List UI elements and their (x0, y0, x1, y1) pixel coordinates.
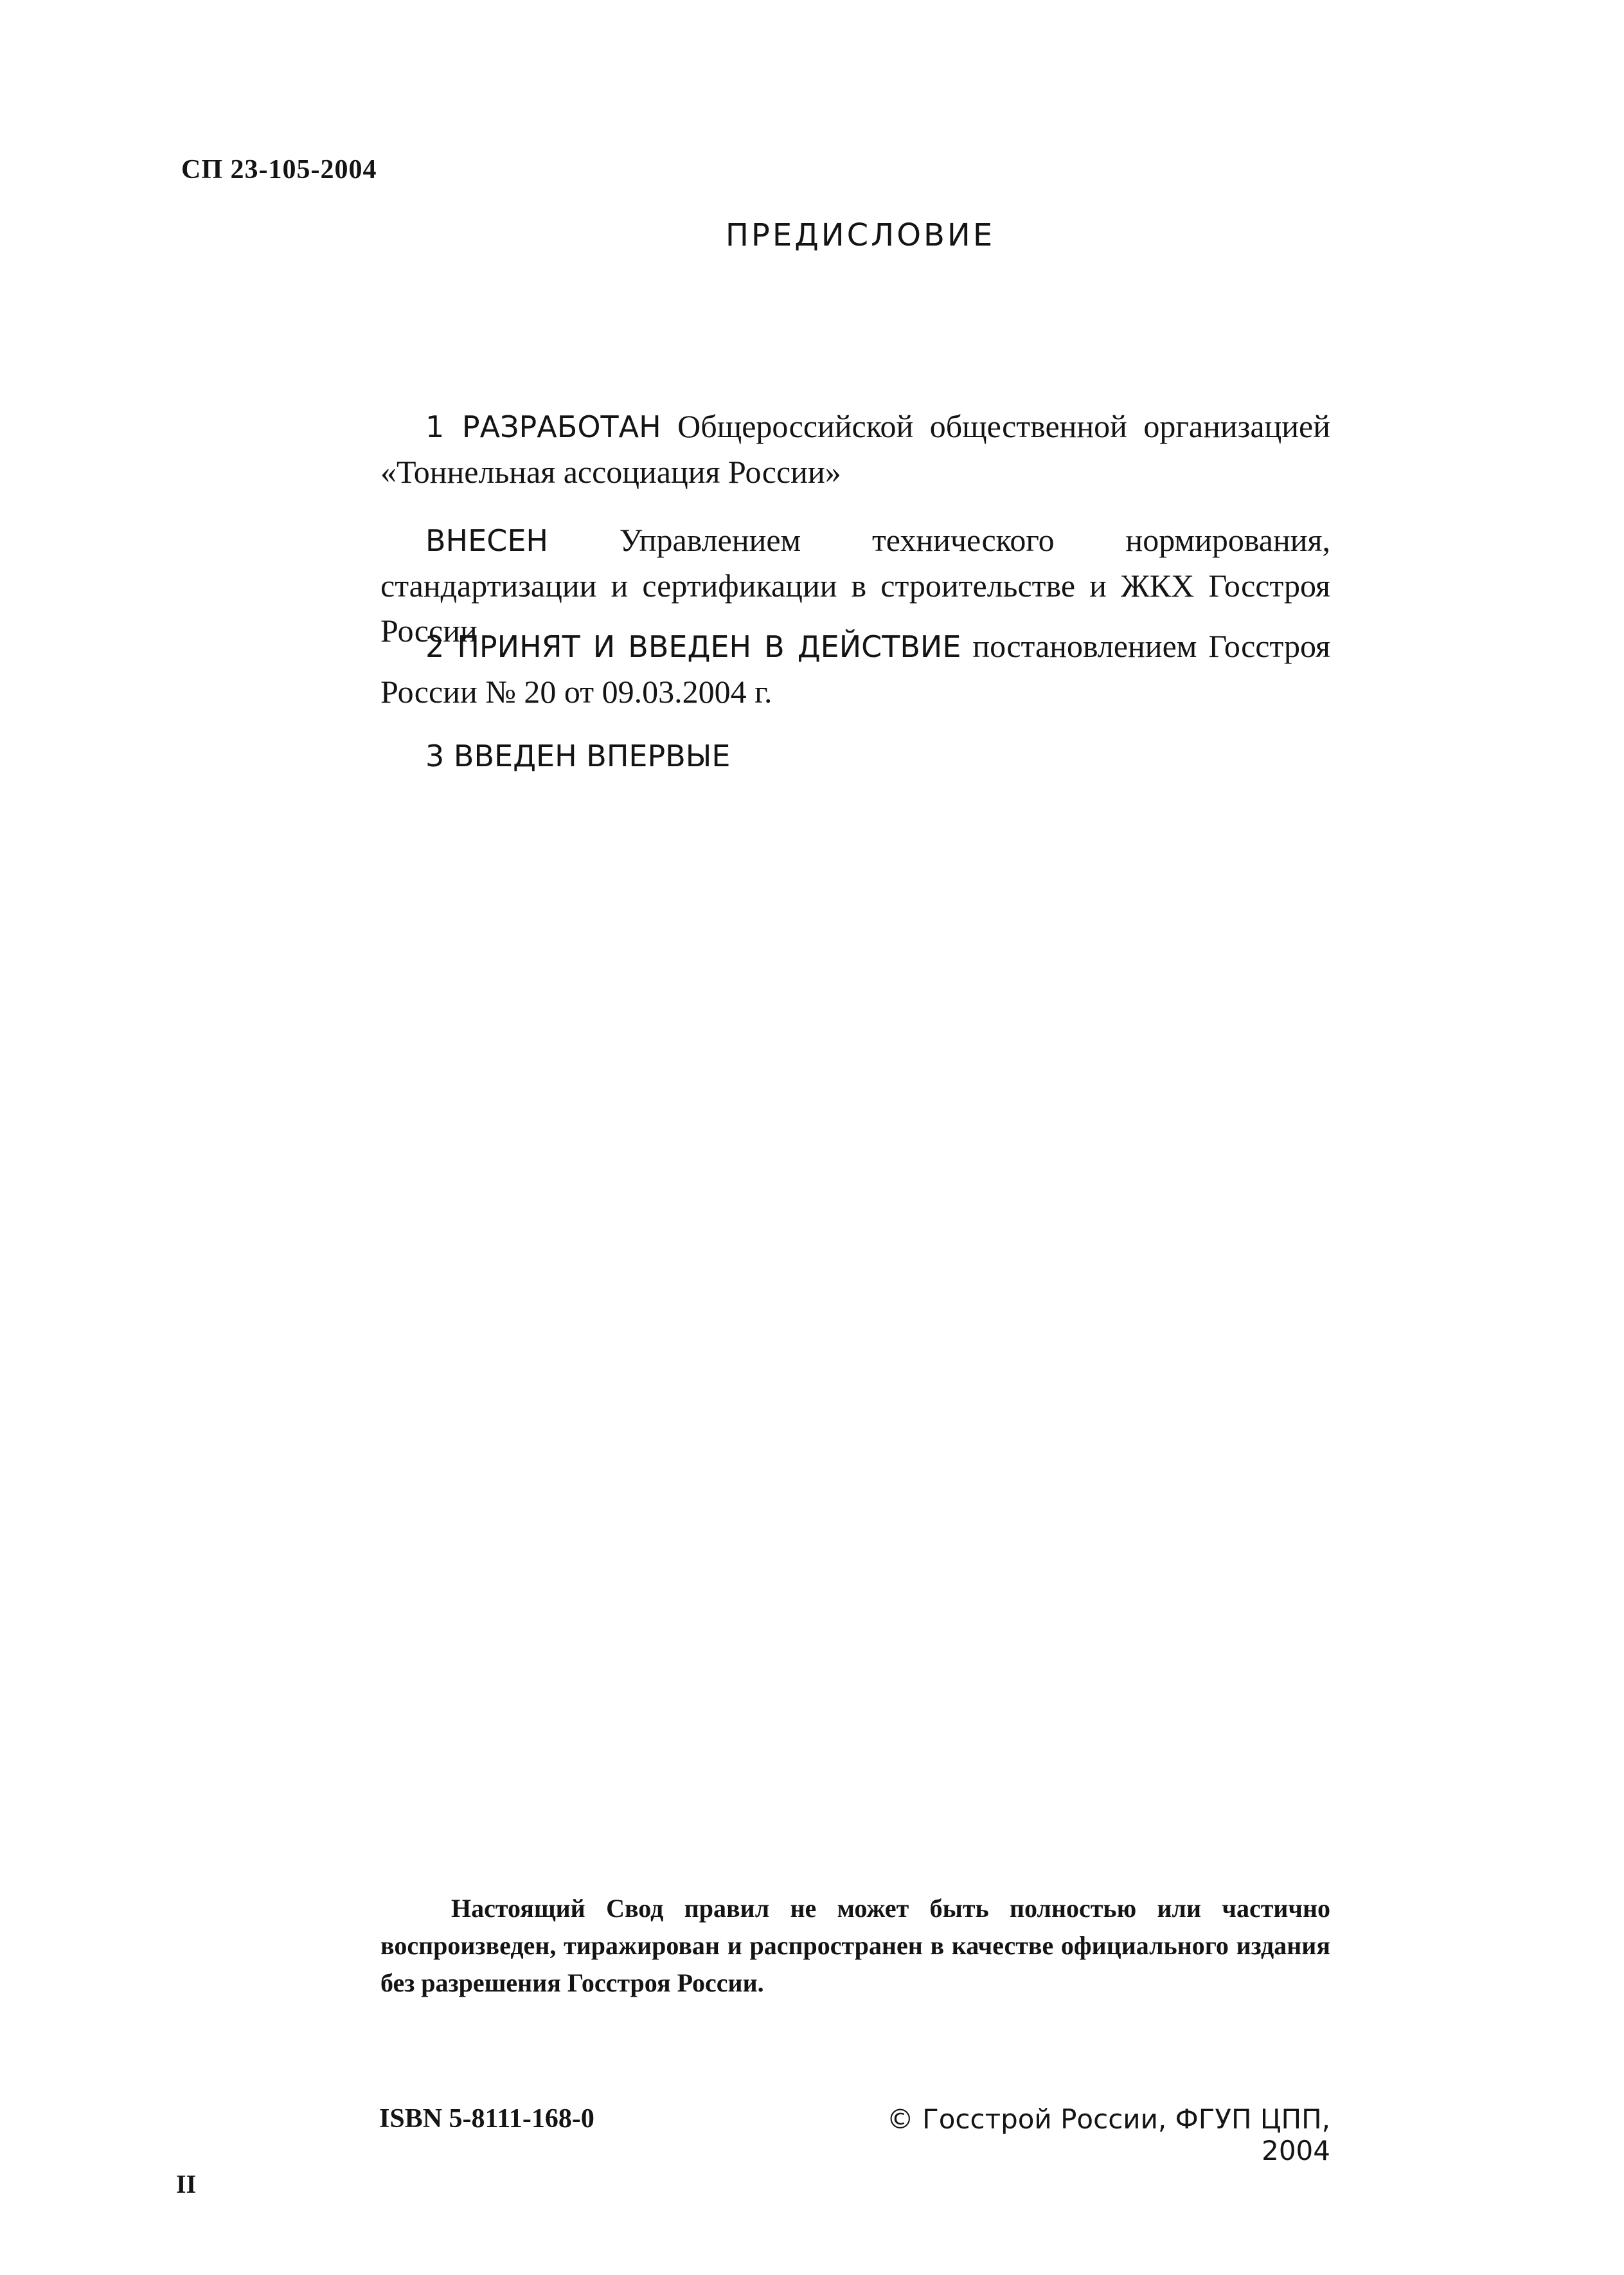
item-text: Общероссийской общественной организацией «Тоннельная ассоциация России» (380, 408, 1330, 490)
item-lead: 2 ПРИНЯТ И ВВЕДЕН В ДЕЙСТВИЕ (425, 629, 961, 664)
foreword-title: ПРЕДИСЛОВИЕ (725, 217, 995, 253)
item-text: Управлением технического нормирования, стандартизации и сертификации в строительстве и ЖКХ Госстроя России (380, 522, 1330, 649)
foreword-item-first-introduced (380, 733, 1330, 778)
foreword-item-adopted (380, 624, 1330, 714)
page-number: II (176, 2170, 197, 2199)
item-text: постановлением Госстроя России № 20 от 09.03.2004 г. (380, 628, 1330, 710)
item-lead: 3 ВВЕДЕН ВПЕРВЫЕ (425, 739, 731, 773)
notice-indent (380, 1894, 451, 1923)
foreword-item-developed (380, 404, 1330, 494)
document-code: СП 23-105-2004 (181, 155, 377, 184)
copyright-line: © Госстрой России, ФГУП ЦПП, 2004 (886, 2103, 1330, 2166)
item-lead: 1 РАЗРАБОТАН (425, 409, 661, 444)
notice-text: Настоящий Свод правил не может быть полностью или частично воспроизведен, тиражирован и распространен в качестве официального издания без разрешения Госстроя России. (380, 1894, 1330, 1997)
copyright-notice (380, 1890, 1330, 2002)
item-lead: ВНЕСЕН (425, 523, 548, 558)
isbn: ISBN 5-8111-168-0 (379, 2104, 594, 2134)
